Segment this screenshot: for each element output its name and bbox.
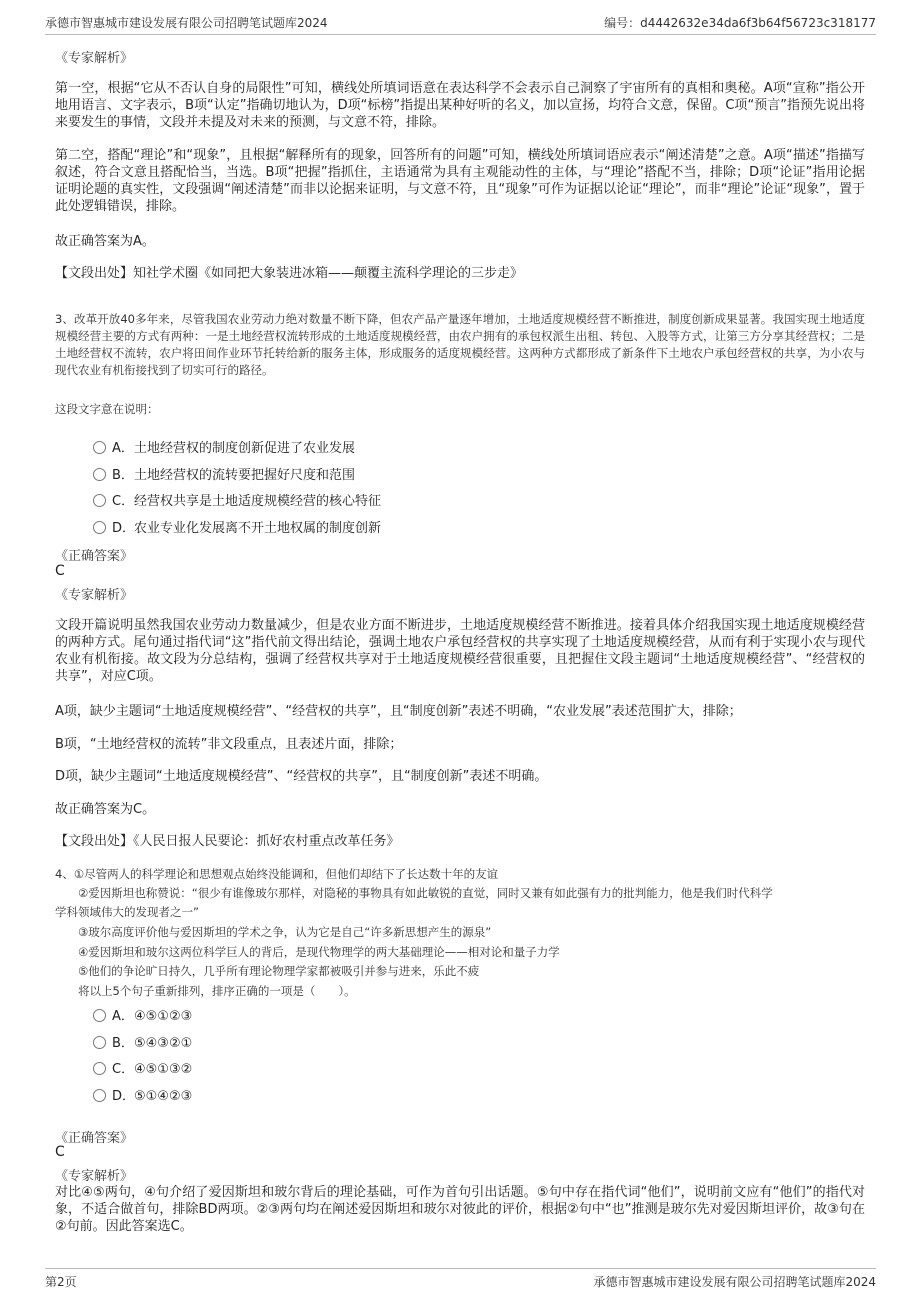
analysis-paragraph: D项，缺少主题词“土地适度规模经营”、“经营权的共享”，且“制度创新”表述不明确。 [55,769,548,784]
option-text: 农业专业化发展离不开土地权属的制度创新 [134,521,382,536]
radio-icon[interactable] [93,494,106,507]
sentence-2: ②爱因斯坦也称赞说：“很少有谁像玻尔那样，对隐秘的事物具有如此敏锐的直觉，同时又兼有如此强有力的批判能力，他是我们时代科学 [78,886,773,900]
analysis-paragraph: 第一空，根据“它从不否认自身的局限性”可知，横线处所填词语意在表达科学不会表示自己洞察了宇宙所有的真相和奥秘。A项“宣称”指公开地用语言、文字表示，B项“认定”指确切地认为，D项“标榜”指提出某种好听的名义，加以宣扬，均符合文意，保留。C项“预言”指预先说出将来要发生的事情，文段并未提及对未来的预测，与文意不符，排除。 [55,81,865,130]
option-text: ④⑤①②③ [134,1009,193,1024]
conclusion: 故正确答案为A。 [55,234,155,249]
analysis-paragraph: 对比④⑤两句，④句介绍了爱因斯坦和玻尔背后的理论基础，可作为首句引出话题。⑤句中存在指代词“他们”，说明前文应有“他们”的指代对象，不适合做首句，排除BD两项。②③两句均在阐述爱因斯坦和玻尔对彼此的评价，根据②句中“也”推测是玻尔先对爱因斯坦评价，故③句在②句前。因此答案选C。 [55,1185,865,1234]
option-c[interactable]: C．经营权共享是土地适度规模经营的核心特征 [93,490,381,509]
page-header [45,12,876,35]
option-b[interactable]: B．⑤④③②① [93,1032,192,1051]
option-text: 土地经营权的流转要把握好尺度和范围 [134,468,356,483]
radio-icon[interactable] [93,1062,106,1075]
source-citation: 【文段出处】《人民日报人民要论：抓好农村重点改革任务》 [55,834,400,849]
analysis-paragraph: B项，“土地经营权的流转”非文段重点，且表述片面，排除； [55,737,403,752]
sentence-2-cont: 学科领域伟大的发现者之一” [55,905,199,919]
analysis-paragraph: 第二空，搭配“理论”和“现象”，且根据“解释所有的现象，回答所有的问题”可知，横线处所填词语应表示“阐述清楚”之意。A项“描述”指描写叙述，符合文意且搭配恰当，当选。B项“把握”指抓住，主语通常为具有主观能动性的主体，与“理论”搭配不当，排除；D项“论证”指用论据证明论题的真实性，文段强调“阐述清楚”而非以论据来证明，与文意不符，且“现象”可作为证据以论证“理论”，而非“理论”论证“现象”，置于此处逻辑错误，排除。 [55,148,865,214]
correct-answer: C [55,563,65,579]
page-number: 第2页 [45,1275,77,1289]
option-text: ④⑤①③② [134,1062,193,1077]
source-citation: 【文段出处】知社学术圈《如同把大象装进冰箱——颠覆主流科学理论的三步走》 [55,266,524,281]
question-prompt: 将以上5个句子重新排列，排序正确的一项是（ ）。 [78,984,356,998]
correct-answer: C [55,1144,65,1160]
analysis-paragraph: 文段开篇说明虽然我国农业劳动力数量减少，但是农业方面不断进步，土地适度规模经营不断推进。接着具体介绍我国实现土地适度规模经营的两种方式。尾句通过指代词“这”指代前文得出结论，强调土地农户承包经营权的共享实现了土地适度规模经营，从而有利于实现小农与现代农业有机衔接。故文段为分总结构，强调了经营权共享对于土地适度规模经营很重要，且把握住文段主题词“土地适度规模经营”、“经营权的共享”，对应C项。 [55,618,865,684]
analysis-label: 《专家解析》 [55,51,134,66]
sentence-1: 4、①尽管两人的科学理论和思想观点始终没能调和，但他们却结下了长达数十年的友谊 [55,867,499,881]
option-c[interactable]: C．④⑤①③② [93,1058,192,1077]
radio-icon[interactable] [93,441,106,454]
sentence-4: ④爱因斯坦和玻尔这两位科学巨人的背后，是现代物理学的两大基础理论——相对论和量子力学 [78,945,560,959]
header-doc-id: 编号：d4442632e34da6f3b64f56723c318177 [604,16,876,30]
option-d[interactable]: D．农业专业化发展离不开土地权属的制度创新 [93,517,381,536]
option-d[interactable]: D．⑤①④②③ [93,1085,192,1104]
question-prompt: 这段文字意在说明： [55,402,159,416]
radio-icon[interactable] [93,468,106,481]
footer-title: 承德市智惠城市建设发展有限公司招聘笔试题库2024 [593,1275,876,1289]
radio-icon[interactable] [93,1089,106,1102]
radio-icon[interactable] [93,521,106,534]
option-text: 土地经营权的制度创新促进了农业发展 [134,441,356,456]
page-footer [45,1268,876,1291]
option-text: 经营权共享是土地适度规模经营的核心特征 [134,494,382,509]
option-a[interactable]: A．土地经营权的制度创新促进了农业发展 [93,437,355,456]
sentence-5: ⑤他们的争论旷日持久，几乎所有理论物理学家都被吸引并参与进来，乐此不疲 [78,964,480,978]
sentence-3: ③玻尔高度评价他与爱因斯坦的学术之争，认为它是自己“许多新思想产生的源泉” [78,925,492,939]
answer-label: 《正确答案》 [55,549,134,564]
radio-icon[interactable] [93,1036,106,1049]
option-text: ⑤④③②① [134,1036,193,1051]
option-text: ⑤①④②③ [134,1089,193,1104]
option-b[interactable]: B．土地经营权的流转要把握好尺度和范围 [93,464,355,483]
analysis-label: 《专家解析》 [55,1169,134,1184]
analysis-label: 《专家解析》 [55,588,134,603]
radio-icon[interactable] [93,1009,106,1022]
answer-label: 《正确答案》 [55,1131,134,1146]
analysis-paragraph: A项，缺少主题词“土地适度规模经营”、“经营权的共享”，且“制度创新”表述不明确，“农业发展”表述范围扩大，排除； [55,704,742,719]
question-stem: 3、改革开放40多年来，尽管我国农业劳动力绝对数量不断下降，但农产品产量逐年增加，土地适度规模经营不断推进，制度创新成果显著。我国实现土地适度规模经营主要的方式有两种：一是土地经营权流转形成的土地适度规模经营，由农户拥有的承包权派生出租、转包、入股等方式，让第三方分享其经营权；二是土地经营权不流转，农户将田间作业环节托转给新的服务主体，形成服务的适度规模经营。这两种方式都形成了新条件下土地农户承包经营权的共享，为小农与现代农业有机衔接找到了切实可行的路径。 [55,312,865,377]
header-title: 承德市智惠城市建设发展有限公司招聘笔试题库2024 [45,16,328,30]
conclusion: 故正确答案为C。 [55,802,156,817]
option-a[interactable]: A．④⑤①②③ [93,1005,192,1024]
